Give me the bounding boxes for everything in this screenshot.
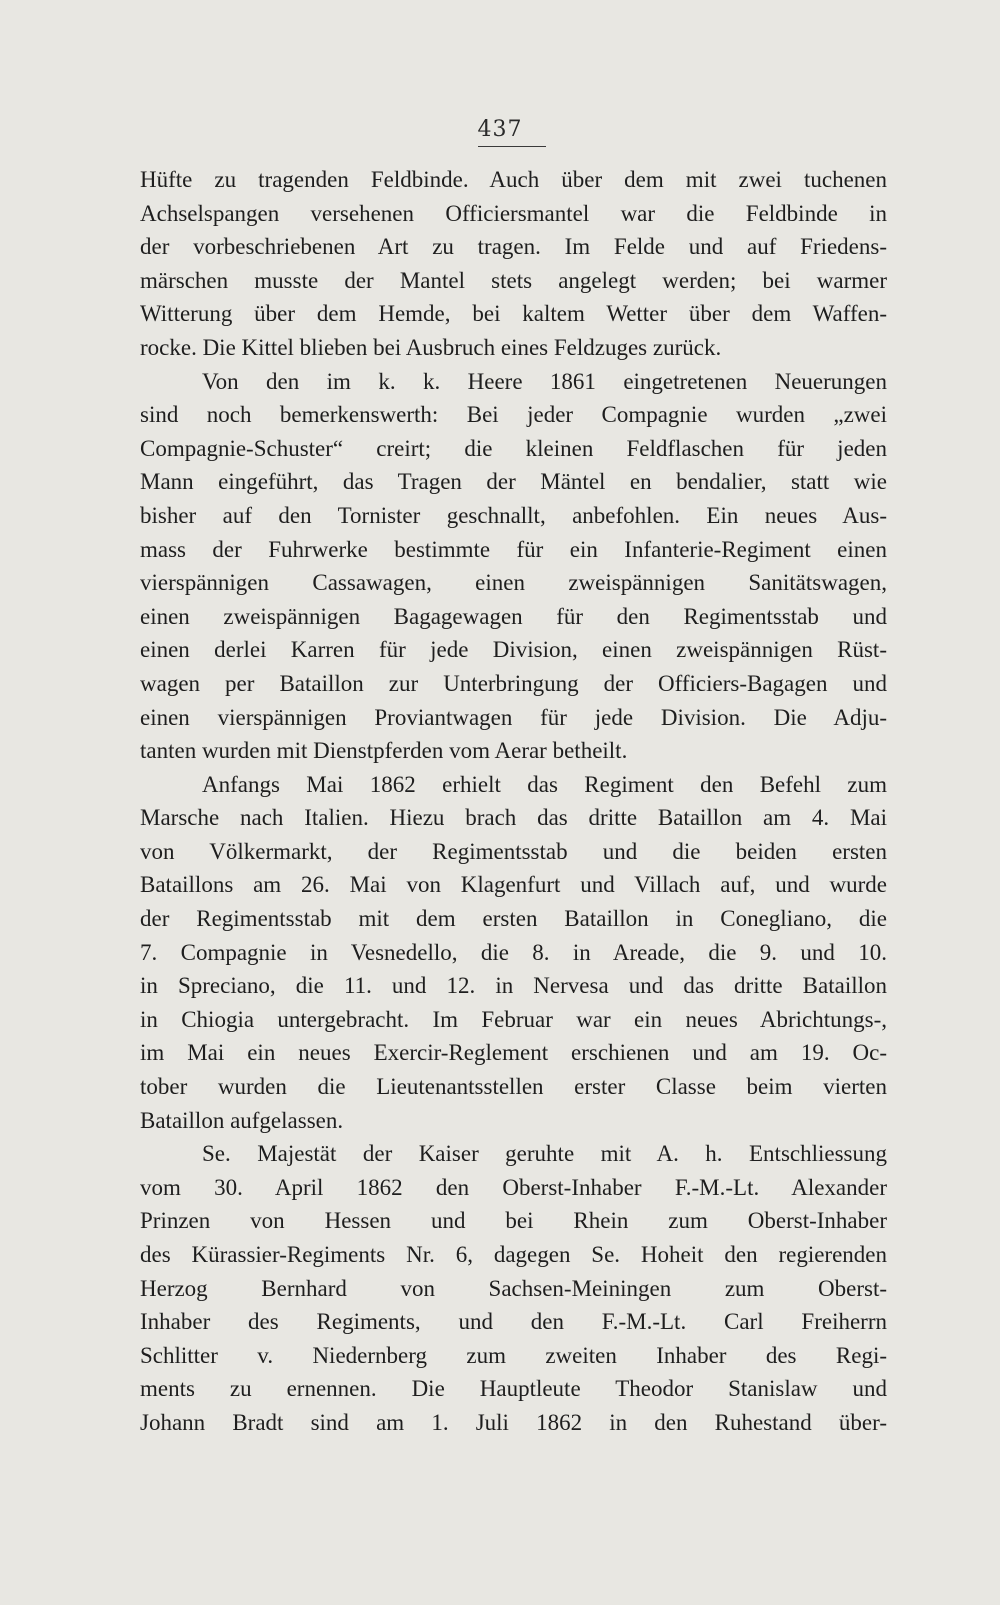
text-line: vom 30. April 1862 den Oberst-Inhaber F.-M.-Lt. Alexander bbox=[140, 1174, 887, 1200]
text-line: Bataillon aufgelassen. bbox=[140, 1107, 344, 1133]
text-line: Prinzen von Hessen und bei Rhein zum Oberst-Inhaber bbox=[140, 1208, 887, 1234]
text-line: einen derlei Karren für jede Division, einen zweispännigen Rüst- bbox=[140, 637, 887, 663]
text-line: von Völkermarkt, der Regimentsstab und die beiden ersten bbox=[140, 838, 887, 864]
text-line: rocke. Die Kittel blieben bei Ausbruch eines Feldzuges zurück. bbox=[140, 334, 722, 360]
text-line: 7. Compagnie in Vesnedello, die 8. in Areade, die 9. und 10. bbox=[140, 939, 887, 965]
page-number: 437 bbox=[477, 117, 523, 142]
text-line: Hüfte zu tragenden Feldbinde. Auch über dem mit zwei tuchenen bbox=[140, 167, 887, 192]
text-line: Anfangs Mai 1862 erhielt das Regiment den Befehl zum bbox=[202, 771, 887, 797]
text-line: Achselspangen versehenen Officiersmantel war die Feldbinde in bbox=[140, 200, 887, 226]
text-line: einen vierspännigen Proviantwagen für jede Division. Die Adju- bbox=[140, 704, 887, 730]
text-line: in Chiogia untergebracht. Im Februar war ein neues Abrichtungs-, bbox=[140, 1006, 887, 1032]
page-number-rule bbox=[478, 146, 546, 147]
text-line: tober wurden die Lieutenantsstellen erster Classe beim vierten bbox=[140, 1074, 887, 1100]
text-line: Schlitter v. Niedernberg zum zweiten Inhaber des Regi- bbox=[140, 1342, 887, 1368]
text-line: märschen musste der Mantel stets angelegt werden; bei warmer bbox=[140, 267, 887, 293]
text-line: Johann Bradt sind am 1. Juli 1862 in den Ruhestand über- bbox=[140, 1409, 887, 1435]
text-line: Se. Majestät der Kaiser geruhte mit A. h. Entschliessung bbox=[202, 1141, 887, 1167]
text-line: Von den im k. k. Heere 1861 eingetretenen Neuerungen bbox=[202, 368, 887, 394]
text-line: tanten wurden mit Dienstpferden vom Aerar betheilt. bbox=[140, 738, 628, 764]
text-line: Bataillons am 26. Mai von Klagenfurt und Villach auf, und wurde bbox=[140, 872, 887, 898]
text-line: in Spreciano, die 11. und 12. in Nervesa und das dritte Bataillon bbox=[140, 973, 887, 999]
text-line: des Kürassier-Regiments Nr. 6, dagegen Se. Hoheit den regierenden bbox=[140, 1242, 887, 1267]
text-line: der vorbeschriebenen Art zu tragen. Im Felde und auf Friedens- bbox=[140, 234, 887, 260]
text-line: ments zu ernennen. Die Hauptleute Theodor Stanislaw und bbox=[140, 1376, 887, 1402]
text-line: sind noch bemerkenswerth: Bei jeder Compagnie wurden „zwei bbox=[140, 402, 887, 428]
text-line: im Mai ein neues Exercir-Reglement erschienen und am 19. Oc- bbox=[140, 1040, 887, 1066]
body-text bbox=[140, 163, 887, 1440]
text-line: wagen per Bataillon zur Unterbringung der Officiers-Bagagen und bbox=[140, 670, 887, 696]
text-line: mass der Fuhrwerke bestimmte für ein Infanterie-Regiment einen bbox=[140, 536, 887, 562]
text-line: Marsche nach Italien. Hiezu brach das dritte Bataillon am 4. Mai bbox=[140, 805, 887, 831]
text-line: Inhaber des Regiments, und den F.-M.-Lt. Carl Freiherrn bbox=[140, 1309, 887, 1335]
text-line: Mann eingeführt, das Tragen der Mäntel en bendalier, statt wie bbox=[140, 469, 887, 495]
text-line: Witterung über dem Hemde, bei kaltem Wetter über dem Waffen- bbox=[140, 301, 887, 327]
text-line: Compagnie-Schuster“ creirt; die kleinen Feldflaschen für jeden bbox=[140, 435, 887, 461]
text-line: bisher auf den Tornister geschnallt, anbefohlen. Ein neues Aus- bbox=[140, 502, 887, 528]
text-line: Herzog Bernhard von Sachsen-Meiningen zum Oberst- bbox=[140, 1275, 887, 1301]
text-line: der Regimentsstab mit dem ersten Bataillon in Conegliano, die bbox=[140, 906, 887, 932]
text-line: einen zweispännigen Bagagewagen für den Regimentsstab und bbox=[140, 603, 887, 629]
text-line: vierspännigen Cassawagen, einen zweispännigen Sanitätswagen, bbox=[140, 570, 887, 596]
